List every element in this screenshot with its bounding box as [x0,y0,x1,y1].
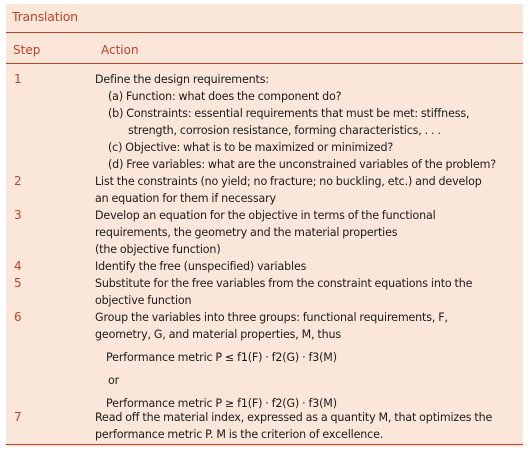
step-action [95,309,520,412]
step-number: 3 [14,208,22,222]
header-step: Step [13,43,41,57]
step-number: 6 [14,310,22,324]
step-action [95,275,520,309]
step-action [95,173,520,207]
step-action [95,409,520,443]
top-rule [6,32,523,33]
action-line: Group the variables into three groups: functional requirements, F, [95,311,448,324]
step-number: 2 [14,174,22,188]
header-action: Action [101,43,139,57]
action-line: (the objective function) [95,243,221,256]
action-line: objective function [95,294,192,307]
step-number: 1 [14,72,22,86]
table-caption: Translation [12,9,78,24]
header-rule [6,63,523,64]
action-line: performance metric P. M is the criterion of excellence. [95,428,384,441]
action-line: List the constraints (no yield; no fracture; no buckling, etc.) and develop [95,175,482,188]
action-line: Define the design requirements: [95,73,269,86]
bottom-rule [6,444,523,445]
performance-metric-formula-ge: Performance metric P ≥ f1(F) · f2(G) · f3(M) [106,397,337,410]
step-number: 4 [14,259,22,273]
step-action [95,258,520,275]
or-label: or [108,374,120,387]
action-line: strength, corrosion resistance, forming characteristics, . . . [128,124,441,137]
step-action [95,207,520,258]
step-action [95,71,520,173]
action-line: (c) Objective: what is to be maximized or minimized? [108,141,394,154]
action-line: (a) Function: what does the component do? [108,90,342,103]
action-line: requirements, the geometry and the material properties [95,226,398,239]
action-line: (b) Constraints: essential requirements that must be met: stiffness, [108,107,470,120]
action-line: (d) Free variables: what are the unconstrained variables of the problem? [108,158,497,171]
action-line: an equation for them if necessary [95,192,276,205]
action-line: Read off the material index, expressed as a quantity M, that optimizes the [95,411,493,424]
action-line: Identify the free (unspecified) variables [95,260,307,273]
step-number: 5 [14,276,22,290]
performance-metric-formula-le: Performance metric P ≤ f1(F) · f2(G) · f3(M) [106,351,337,364]
action-line: geometry, G, and material properties, M, thus [95,328,342,341]
step-number: 7 [14,410,22,424]
translation-table [6,4,523,447]
action-line: Substitute for the free variables from the constraint equations into the [95,277,473,290]
action-line: Develop an equation for the objective in terms of the functional [95,209,436,222]
